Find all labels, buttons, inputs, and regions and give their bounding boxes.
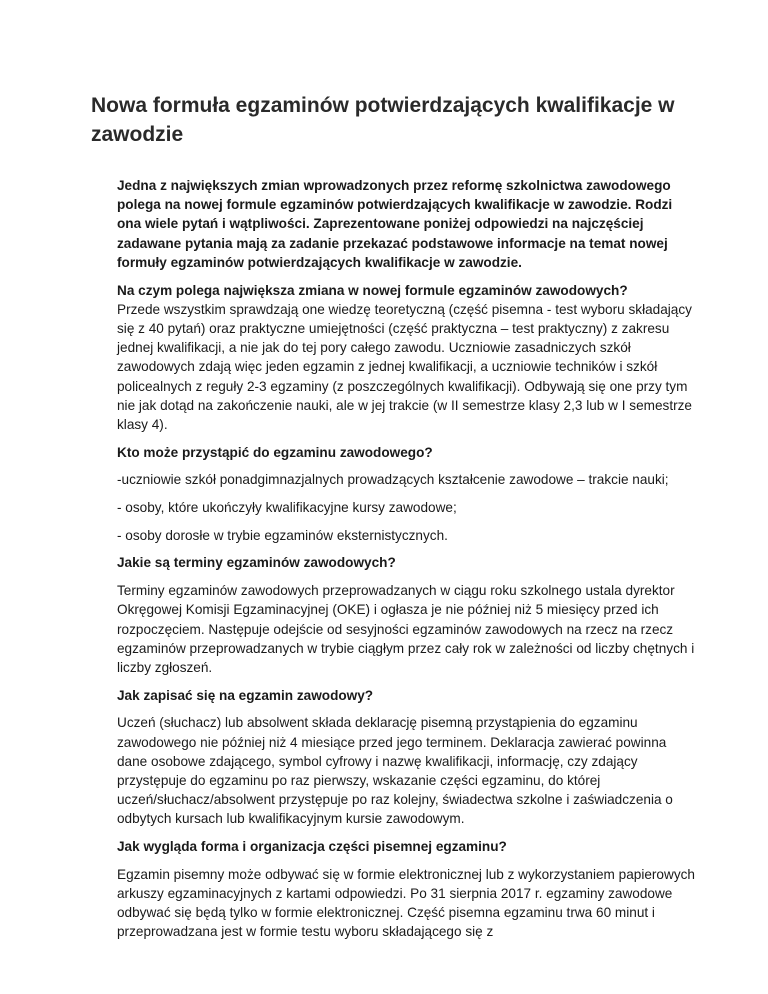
document-title: Nowa formuła egzaminów potwierdzających kwalifikacje w zawodzie <box>91 94 675 146</box>
document-body <box>117 176 697 950</box>
section-answer: Egzamin pisemny może odbywać się w formie elektronicznej lub z wykorzystaniem papierowych arkuszy egzaminacyjnych z kartami odpowiedzi. Po 31 sierpnia 2017 r. egzaminy zawodowe odbywać się będą tylko w formie elektronicznej. Część pisemna egzaminu trwa 60 minut i przeprowadzana jest w formie testu wyboru składającego się z <box>117 866 695 940</box>
list-item: - osoby dorosłe w trybie egzaminów eksternistycznych. <box>117 527 448 543</box>
section-biggest-change <box>117 281 697 435</box>
intro-paragraph: Jedna z największych zmian wprowadzonych przez reformę szkolnictwa zawodowego polega na nowej formule egzaminów potwierdzających kwalifikacje w zawodzie. Rodzi ona wiele pytań i wątpliwości. Zaprezentowane poniżej odpowiedzi na najczęściej zadawane pytania mają za zadanie przekazać podstawowe informacje na temat nowej formuły egzaminów potwierdzających kwalifikacje w zawodzie. <box>117 178 673 270</box>
section-answer: Terminy egzaminów zawodowych przeprowadzanych w ciągu roku szkolnego ustala dyrektor Okręgowej Komisji Egzaminacyjnej (OKE) i ogłasza je nie później niż 5 miesięcy przed ich rozpoczęciem. Następuje odejście od sesyjności egzaminów zawodowych na rzecz na rzecz egzaminów przeprowadzanych w trybie ciągłym przez cały rok w zależności od liczby chętnych i liczby zgłoszeń. <box>117 583 695 675</box>
list-item: - osoby, które ukończyły kwalifikacyjne kursy zawodowe; <box>117 500 457 516</box>
section-answer: Przede wszystkim sprawdzają one wiedzę teoretyczną (część pisemna - test wyboru składający się z 40 pytań) oraz praktyczne umiejętności (część praktyczna – test praktyczny) z zakresu jednej kwalifikacji, a nie jak do tej pory całego zawodu. Uczniowie zasadniczych szkół zawodowych zdają więc jeden egzamin z jednej kwalifikacji, a uczniowie techników i szkół policealnych z reguły 2-3 egzaminy (z poszczególnych kwalifikacji). Odbywają się one przy tym nie jak dotąd na zakończenie nauki, ale w jej trakcie (w II semestrze klasy 2,3 lub w I semestrze klasy 4). <box>117 301 692 432</box>
section-question: Jak zapisać się na egzamin zawodowy? <box>117 687 374 703</box>
section-question: Jakie są terminy egzaminów zawodowych? <box>117 555 396 571</box>
section-question: Jak wygląda forma i organizacja części pisemnej egzaminu? <box>117 839 507 855</box>
list-item: -uczniowie szkół ponadgimnazjalnych prowadzących kształcenie zawodowe – trakcie nauki; <box>117 472 669 488</box>
section-question: Kto może przystąpić do egzaminu zawodowego? <box>117 444 433 460</box>
section-question: Na czym polega największa zmiana w nowej formule egzaminów zawodowych? <box>117 282 628 298</box>
section-answer: Uczeń (słuchacz) lub absolwent składa deklarację pisemną przystąpienia do egzaminu zawodowego nie później niż 4 miesiące przed jego terminem. Deklaracja zawierać powinna dane osobowe zdającego, symbol cyfrowy i nazwę kwalifikacji, informację, czy zdający przystępuje do egzaminu po raz pierwszy, wskazanie części egzaminu, do której uczeń/słuchacz/absolwent przystępuje po raz kolejny, świadectwa szkolne i zaświadczenia o odbytych kursach lub kwalifikacyjnym kursie zawodowym. <box>117 715 673 827</box>
